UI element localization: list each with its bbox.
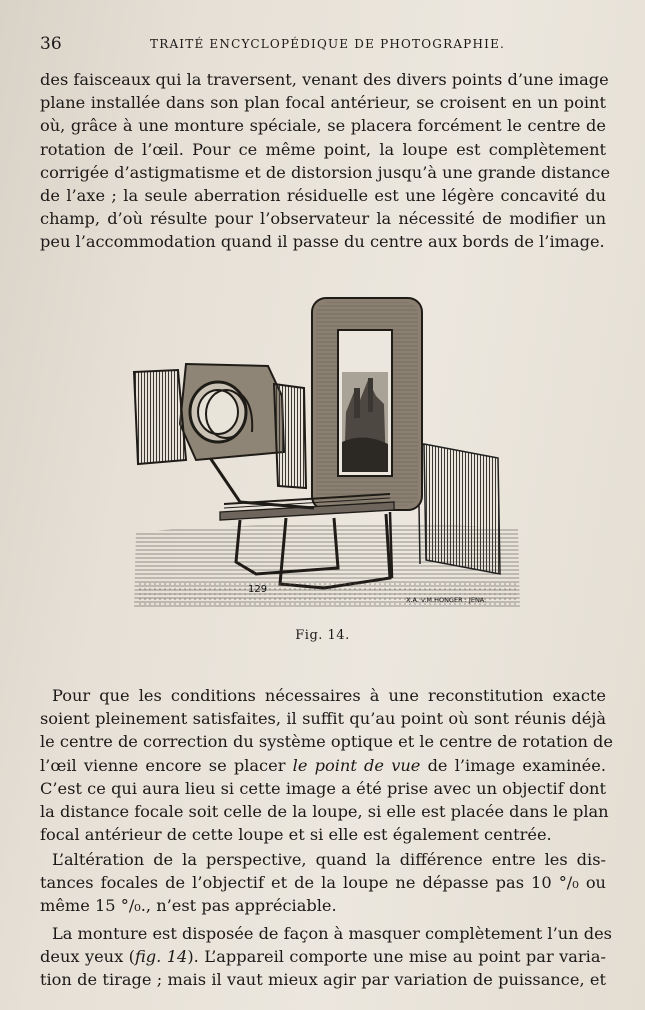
text-line: le centre de correction du système optique et le centre de rotation de [40,732,613,752]
text-line: plane installée dans son plan focal antérieur, se croisent en un point [40,93,606,113]
text-line: tion de tirage ; mais il vaut mieux agir par variation de puissance, et [40,970,606,990]
page-number: 36 [40,34,62,54]
text-line: L’altération de la perspective, quand la différence entre les dis- [52,850,606,869]
figure-stereoscope-engraving [128,292,523,614]
engraver-credit: X.A. v.M.HONGER : JENA. [406,596,487,604]
emphasis-fig-reference: fig. 14 [135,947,188,967]
text-line: champ, d’où résulte pour l’observateur la nécessité de modifier un [40,209,606,229]
figure-caption: Fig. 14. [295,628,350,643]
emphasis-point-de-vue: le point de vue [292,755,421,775]
text-run: deux yeux ( [40,947,135,967]
engraving-number: 129 [248,584,268,595]
text-run: ). L’appareil comporte une mise au point par varia- [187,947,606,967]
running-head [40,34,610,56]
text-line: la distance focale soit celle de la loupe, si elle est placée dans le plan [40,802,609,822]
text-line: peu l’accommodation quand il passe du centre aux bords de l’image. [40,232,605,252]
text-line: de l’axe ; la seule aberration résiduelle est une légère concavité du [40,186,606,206]
stereoscope-engraving-illustration [128,292,523,614]
text-line: rotation de l’œil. Pour ce même point, la loupe est complètement [40,139,606,159]
text-run: l’œil vienne encore se placer [40,755,293,775]
text-line: même 15 °/₀., n’est pas appréciable. [40,896,337,916]
paragraph-1 [40,68,611,254]
text-run: de l’image examinée. [420,755,606,775]
running-title: TRAITÉ ENCYCLOPÉDIQUE DE PHOTOGRAPHIE. [150,37,506,51]
text-line: focal antérieur de cette loupe et si elle est également centrée. [40,825,552,845]
text-line: soient pleinement satisfaites, il suffit qu’au point où sont réunis déjà [40,709,606,729]
paragraph-2 [40,684,613,846]
text-line [40,945,606,968]
text-line: corrigée d’astigmatisme et de distorsion jusqu’à une grande distance [40,162,611,182]
text-line: où, grâce à une monture spéciale, se placera forcément le centre de [40,116,606,136]
text-line: tances focales de l’objectif et de la loupe ne dépasse pas 10 °/₀ ou [40,873,606,893]
text-line: Pour que les conditions nécessaires à une reconstitution exacte [52,686,606,705]
paragraph-4 [40,922,612,992]
paragraph-3 [40,848,606,918]
text-line [40,754,606,777]
text-line: C’est ce qui aura lieu si cette image a été prise avec un objectif dont [40,778,606,798]
text-line: La monture est disposée de façon à masquer complètement l’un des [52,924,612,943]
text-line: des faisceaux qui la traversent, venant des divers points d’une image [40,70,609,89]
